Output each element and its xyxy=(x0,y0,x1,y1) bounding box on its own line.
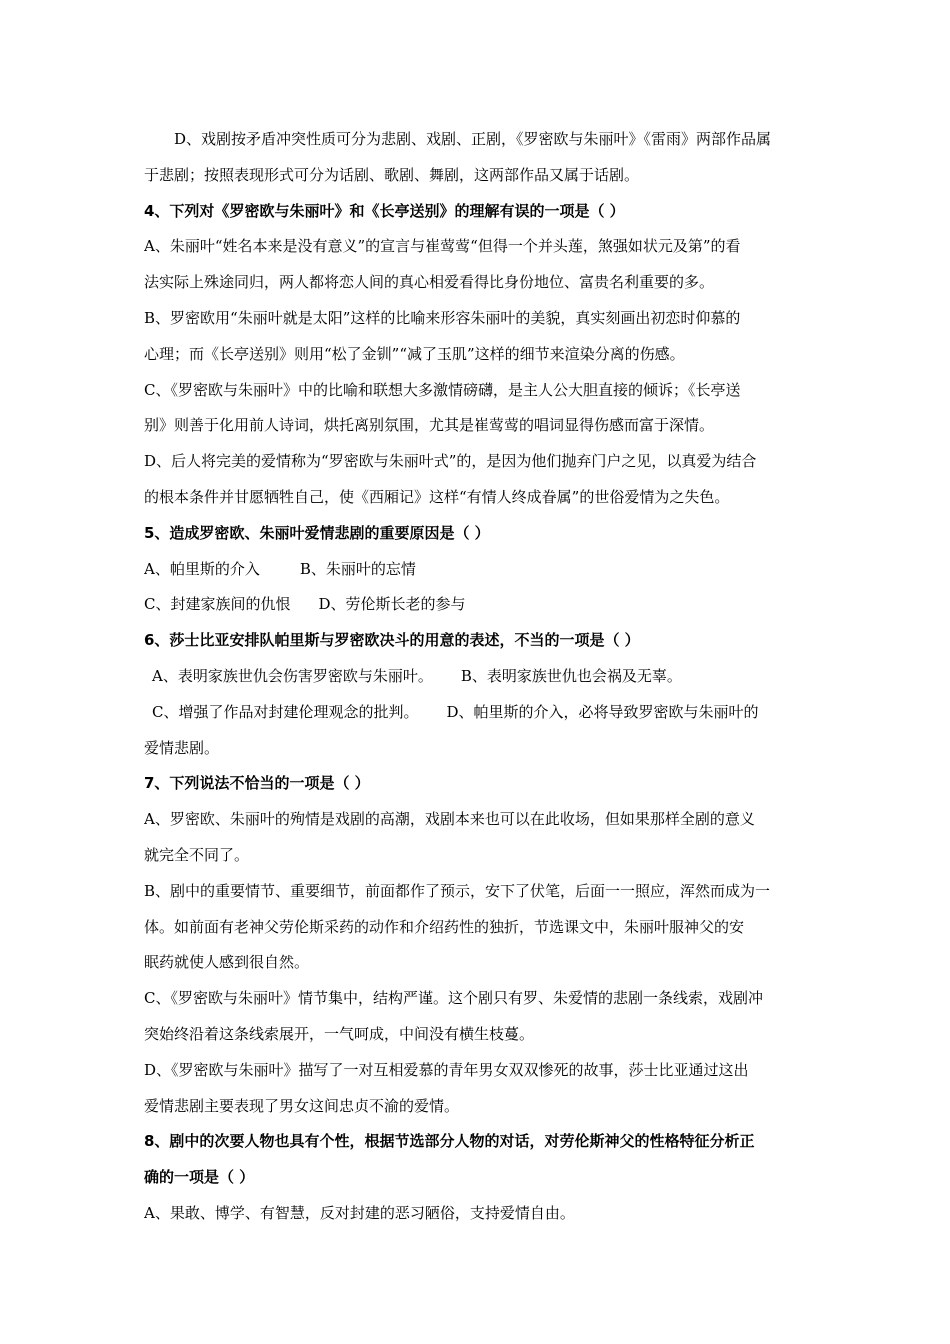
q6-option-c: C、增强了作品对封建伦理观念的批判。 xyxy=(152,702,419,721)
q4-option-a-line-1: A、朱丽叶“姓名本来是没有意义”的宣言与崔莺莺“但得一个并头莲，煞强如状元及第”的看 xyxy=(144,237,741,256)
q7-option-c-line-1: C、《罗密欧与朱丽叶》情节集中，结构严谨。这个剧只有罗、朱爱情的悲剧一条线索，戏剧冲 xyxy=(144,989,763,1008)
q4-option-b-line-1: B、罗密欧用“朱丽叶就是太阳”这样的比喻来形容朱丽叶的美貌，真实刻画出初恋时仰慕的 xyxy=(144,308,741,327)
q6-option-a: A、表明家族世仇会伤害罗密欧与朱丽叶。 xyxy=(152,666,433,685)
q5-option-c: C、封建家族间的仇恨 xyxy=(144,595,291,614)
q7-option-c-line-2: 突始终沿着这条线索展开，一气呵成，中间没有横生枝蔓。 xyxy=(144,1024,535,1043)
question-4-heading: 4、下列对《罗密欧与朱丽叶》和《长亭送别》的理解有误的一项是（ ） xyxy=(144,201,625,220)
q7-option-b-line-3: 眠药就使人感到很自然。 xyxy=(144,953,310,972)
q5-options-row-1 xyxy=(144,552,808,588)
q5-options-row-2 xyxy=(144,587,808,623)
q4-option-c-line-1: C、《罗密欧与朱丽叶》中的比喻和联想大多激情磅礴，是主人公大胆直接的倾诉；《长亭送 xyxy=(144,380,741,399)
q6-options-row-1 xyxy=(144,659,808,695)
question-6-heading: 6、莎士比亚安排队帕里斯与罗密欧决斗的用意的表述，不当的一项是（ ） xyxy=(144,631,640,650)
q6-options-row-2 xyxy=(144,695,808,731)
q5-option-a: A、帕里斯的介入 xyxy=(144,559,260,578)
option-d-line-1: D、戏剧按矛盾冲突性质可分为悲剧、戏剧、正剧，《罗密欧与朱丽叶》《雷雨》两部作品属 xyxy=(174,130,772,148)
question-8-heading-line-1: 8、剧中的次要人物也具有个性，根据节选部分人物的对话，对劳伦斯神父的性格特征分析正 xyxy=(144,1132,755,1151)
q6-option-d-line-2: 爱情悲剧。 xyxy=(144,738,220,757)
q4-option-c-line-2: 别》则善于化用前人诗词，烘托离别氛围，尤其是崔莺莺的唱词显得伤感而富于深情。 xyxy=(144,416,715,435)
q5-option-d: D、劳伦斯长老的参与 xyxy=(318,595,466,614)
question-5-heading: 5、造成罗密欧、朱丽叶爱情悲剧的重要原因是（ ） xyxy=(144,523,490,542)
document-body xyxy=(144,122,808,1232)
q6-option-d: D、帕里斯的介入，必将导致罗密欧与朱丽叶的 xyxy=(446,702,759,721)
q7-option-d-line-2: 爱情悲剧主要表现了男女这间忠贞不渝的爱情。 xyxy=(144,1096,460,1115)
q7-option-d-line-1: D、《罗密欧与朱丽叶》描写了一对互相爱慕的青年男女双双惨死的故事，莎士比亚通过这出 xyxy=(144,1060,749,1079)
q4-option-b-line-2: 心理；而《长亭送别》则用“松了金钏”“减了玉肌”这样的细节来渲染分离的伤感。 xyxy=(144,344,685,363)
q7-option-a-line-1: A、罗密欧、朱丽叶的殉情是戏剧的高潮，戏剧本来也可以在此收场，但如果那样全剧的意义 xyxy=(144,810,755,829)
q8-option-a: A、果敢、博学、有智慧，反对封建的恶习陋俗，支持爱情自由。 xyxy=(144,1203,575,1222)
question-7-heading: 7、下列说法不恰当的一项是（ ） xyxy=(144,774,370,793)
q7-option-b-line-1: B、剧中的重要情节、重要细节，前面都作了预示，安下了伏笔，后面一一照应，浑然而成为一 xyxy=(144,881,771,900)
q4-option-d-line-2: 的根本条件并甘愿牺牲自己，使《西厢记》这样“有情人终成眷属”的世俗爱情为之失色。 xyxy=(144,487,730,506)
q5-option-b: B、朱丽叶的忘情 xyxy=(299,559,416,578)
q7-option-b-line-2: 体。如前面有老神父劳伦斯采药的动作和介绍药性的独折，节选课文中，朱丽叶服神父的安 xyxy=(144,917,745,936)
option-d-line-2: 于悲剧；按照表现形式可分为话剧、歌剧、舞剧，这两部作品又属于话剧。 xyxy=(144,165,640,184)
q4-option-a-line-2: 法实际上殊途同归，两人都将恋人间的真心相爱看得比身份地位、富贵名利重要的多。 xyxy=(144,273,715,292)
q7-option-a-line-2: 就完全不同了。 xyxy=(144,845,250,864)
q4-option-d-line-1: D、后人将完美的爱情称为“罗密欧与朱丽叶式”的，是因为他们抛弃门户之见，以真爱为结合 xyxy=(144,452,757,471)
question-8-heading-line-2: 确的一项是（ ） xyxy=(144,1168,255,1187)
q6-option-b: B、表明家族世仇也会祸及无辜。 xyxy=(460,666,682,685)
